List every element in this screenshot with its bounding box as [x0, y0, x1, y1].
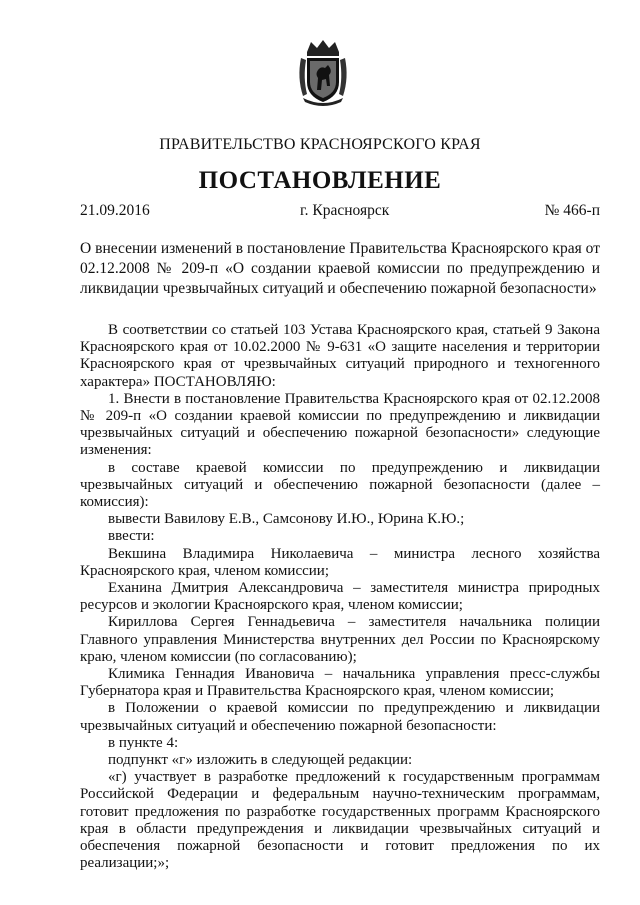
document-subject: О внесении изменений в постановление Правительства Красноярского края от 02.12.2008 № 209-п «О создании краевой комиссии по предупреждению и ликвидации чрезвычайных ситуаций и обеспечению пожарной безопасности» — [80, 240, 600, 297]
member-paragraph: Кириллова Сергея Геннадьевича – заместителя начальника полиции Главного управления Министерства внутренних дел России по Красноярскому краю, членом комиссии (по согласованию); — [80, 614, 600, 665]
member-paragraph: Еханина Дмитрия Александровича – заместителя министра природных ресурсов и экологии Красноярского края, членом комиссии; — [80, 580, 600, 614]
member-paragraph: Векшина Владимира Николаевича – министра лесного хозяйства Красноярского края, членом комиссии; — [80, 545, 600, 579]
body-paragraph: подпункт «г» изложить в следующей редакции: — [108, 752, 413, 769]
body-paragraph: в составе краевой комиссии по предупреждению и ликвидации чрезвычайных ситуаций и обеспечению пожарной безопасности (далее – комиссия): — [80, 459, 600, 511]
document-type-heading: ПОСТАНОВЛЕНИЕ — [198, 167, 442, 194]
coat-of-arms-icon — [297, 38, 349, 108]
body-paragraph: ввести: — [108, 528, 155, 545]
document-city: г. Красноярск — [300, 202, 390, 219]
member-paragraph: Климика Геннадия Ивановича – начальника управления пресс-службы Губернатора края и Правительства Красноярского края, членом комиссии; — [80, 666, 600, 700]
preamble-paragraph: В соответствии со статьей 103 Устава Красноярского края, статьей 9 Закона Красноярского края от 10.02.2000 № 9-631 «О защите населения и территории Красноярского края от чрезвычайных ситуаций природного и техногенного характера» ПОСТАНОВЛЯЮ: — [80, 322, 600, 390]
organization-title: ПРАВИТЕЛЬСТВО КРАСНОЯРСКОГО КРАЯ — [159, 136, 481, 153]
body-paragraph: «г) участвует в разработке предложений к государственным программам Российской Федерации и федеральным научно-техническим программам, готовит предложения по разработке государственных программ Красноярского края в области предупреждения и ликвидации чрезвычайных ситуаций и обеспечения пожарной безопасности и готовит предложения по их реализации;»; — [80, 769, 600, 872]
body-paragraph: в Положении о краевой комиссии по предупреждению и ликвидации чрезвычайных ситуаций и обеспечению пожарной безопасности: — [80, 700, 600, 734]
document-number: № 466-п — [544, 202, 600, 219]
clause-1-paragraph: 1. Внести в постановление Правительства Красноярского края от 02.12.2008 № 209-п «О создании краевой комиссии по предупреждению и ликвидации чрезвычайных ситуаций и обеспечению пожарной безопасности» следующие изменения: — [80, 390, 600, 459]
document-body — [80, 322, 600, 873]
document-date: 21.09.2016 — [80, 202, 150, 219]
body-paragraph: в пункте 4: — [108, 734, 179, 751]
body-paragraph: вывести Вавилову Е.В., Самсонову И.Ю., Юрина К.Ю.; — [108, 511, 465, 528]
